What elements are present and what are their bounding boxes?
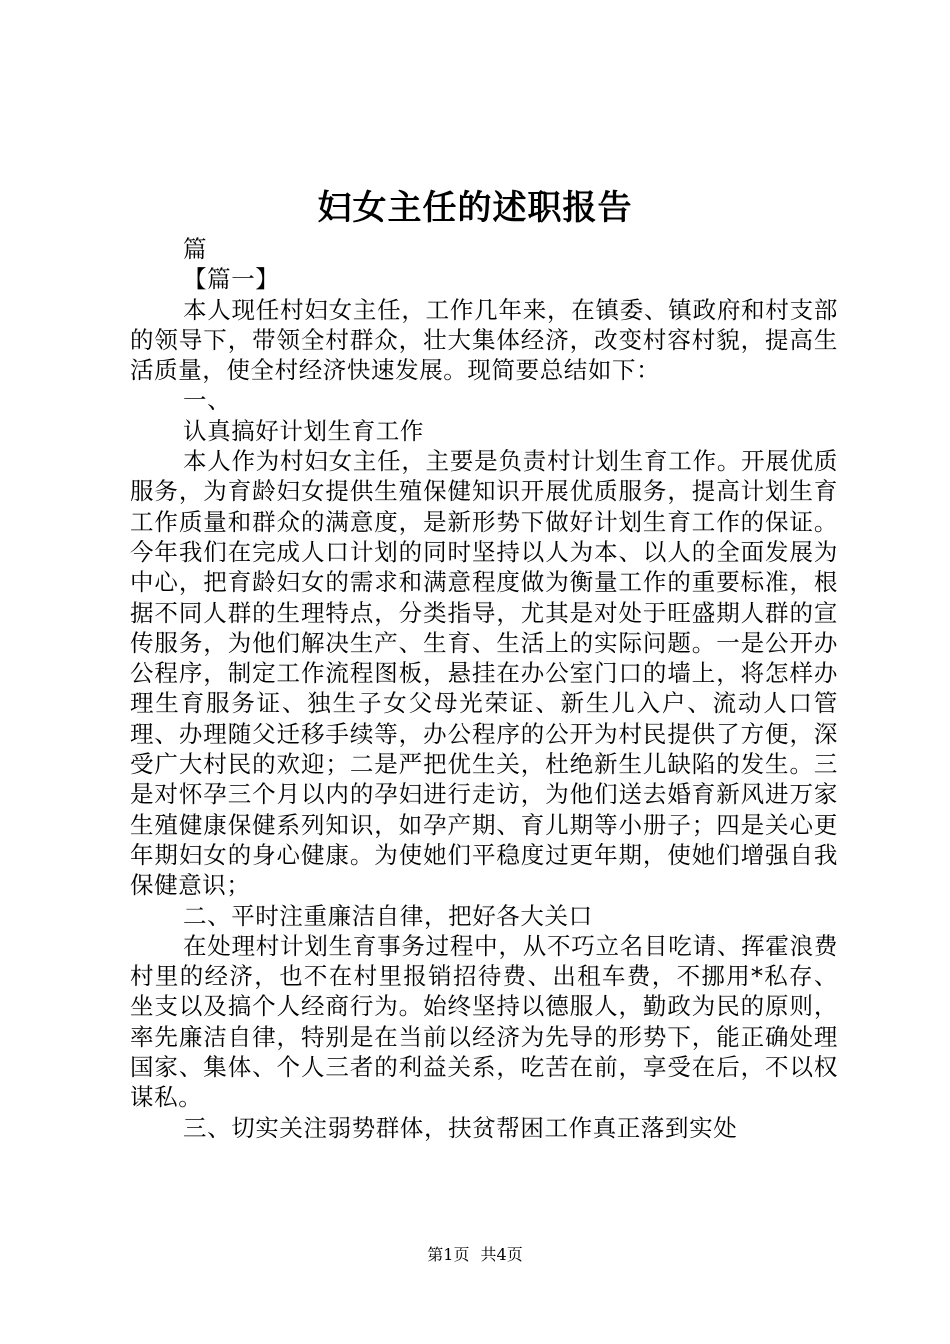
paragraph-introduction: 本人现任村妇女主任，工作几年来，在镇委、镇政府和村支部的领导下，带领全村群众，壮大集体经济，改变村容村貌，提高生活质量，使全村经济快速发展。现简要总结如下： <box>130 295 838 385</box>
paragraph-section-marker: 篇 <box>183 235 208 263</box>
paragraph-part-heading: 【篇一】 <box>183 265 280 294</box>
paragraph-item-two-heading: 二、平时注重廉洁自律，把好各大关口 <box>183 901 593 930</box>
paragraph-item-three-heading: 三、切实关注弱势群体，扶贫帮困工作真正落到实处 <box>183 1113 738 1142</box>
paragraph-integrity: 在处理村计划生育事务过程中，从不巧立名目吃请、挥霍浪费村里的经济，也不在村里报销招待费、出租车费，不挪用*私存、坐支以及搞个人经商行为。始终坚持以德服人，勤政为民的原则，率先廉洁自律，特别是在当前以经济为先导的形势下，能正确处理国家、集体、个人三者的利益关系，吃苦在前，享受在后，不以权谋私。 <box>130 931 838 1112</box>
document-body <box>130 234 838 1143</box>
paragraph-item-one-heading: 认真搞好计划生育工作 <box>183 416 424 445</box>
page-number-footer: 第1页 共4页 <box>427 1245 523 1264</box>
document-title: 妇女主任的述职报告 <box>317 188 633 228</box>
paragraph-family-planning: 本人作为村妇女主任，主要是负责村计划生育工作。开展优质服务，为育龄妇女提供生殖保健知识开展优质服务，提高计划生育工作质量和群众的满意度，是新形势下做好计划生育工作的保证。今年我们在完成人口计划的同时坚持以人为本、以人的全面发展为中心，把育龄妇女的需求和满意程度做为衡量工作的重要标准，根据不同人群的生理特点，分类指导，尤其是对处于旺盛期人群的宣传服务，为他们解决生产、生育、生活上的实际问题。一是公开办公程序，制定工作流程图板，悬挂在办公室门口的墙上，将怎样办理生育服务证、独生子女父母光荣证、新生儿入户、流动人口管理、办理随父迁移手续等，办公程序的公开为村民提供了方便，深受广大村民的欢迎；二是严把优生关，杜绝新生儿缺陷的发生。三是对怀孕三个月以内的孕妇进行走访，为他们送去婚育新风进万家生殖健康保健系列知识，如孕产期、育儿期等小册子；四是关心更年期妇女的身心健康。为使她们平稳度过更年期，使她们增强自我保健意识； <box>130 447 838 900</box>
paragraph-item-one-number: 一、 <box>183 386 232 415</box>
